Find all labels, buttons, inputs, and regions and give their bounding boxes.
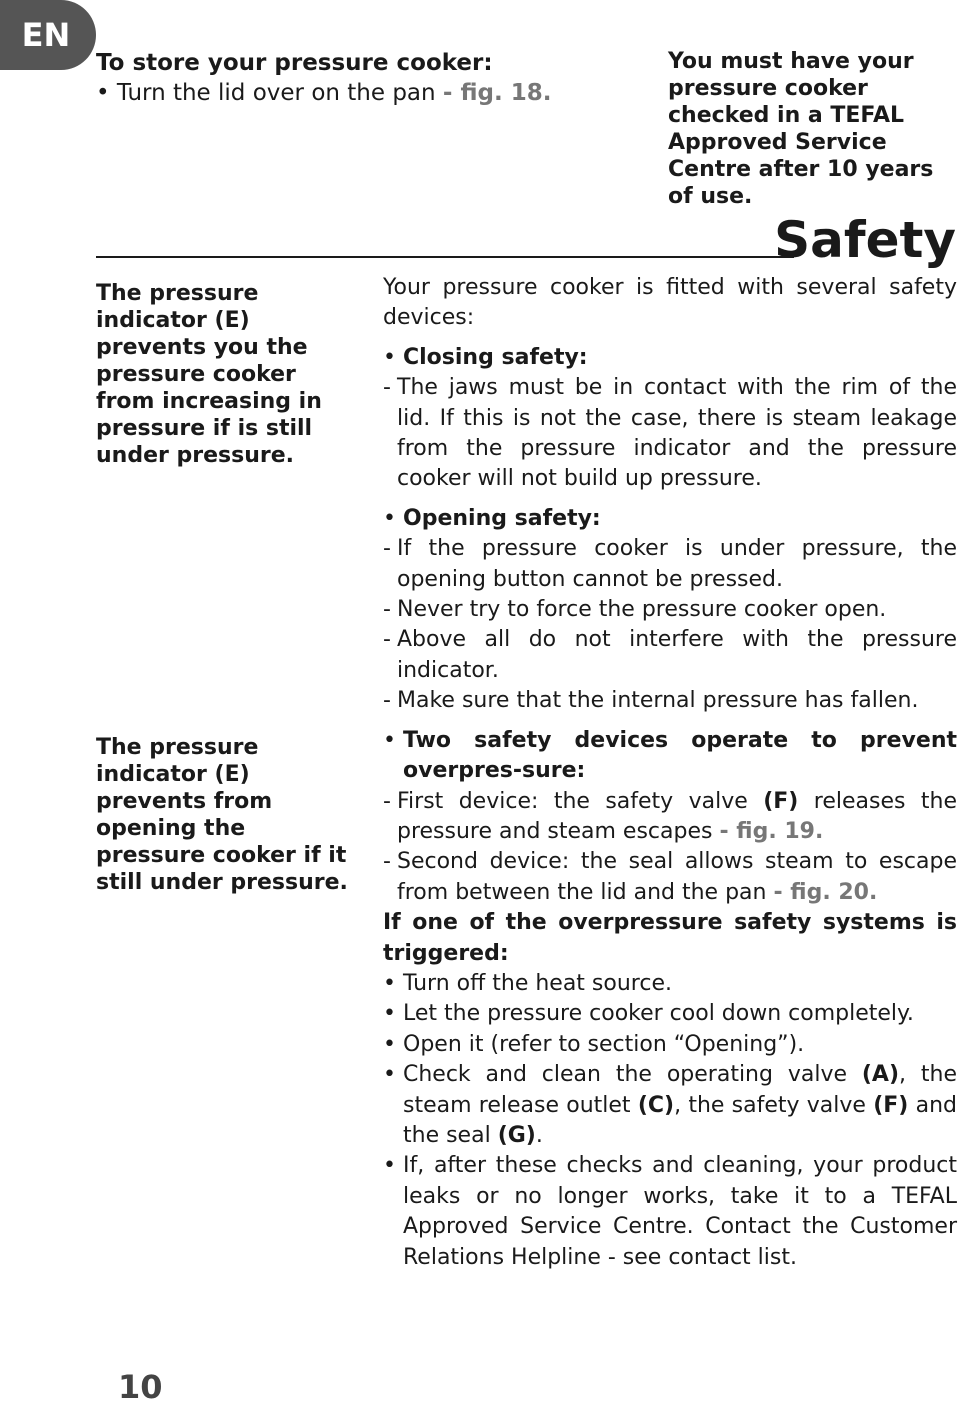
dash-marker: -: [383, 688, 391, 714]
list-item: • Open it (refer to section “Opening”).: [383, 1030, 957, 1060]
list-item: • Let the pressure cooker cool down completely.: [383, 999, 957, 1029]
list-item: - Make sure that the internal pressure has fallen.: [383, 686, 957, 716]
list-item: • If, after these checks and cleaning, your product leaks or no longer works, take it to a TEFAL Approved Service Centre. Contact the Customer Relations Helpline - see contact list.: [383, 1151, 957, 1273]
section-rule: [96, 256, 794, 258]
bullet-icon: •: [383, 1062, 396, 1088]
bullet-icon: •: [383, 505, 396, 531]
bullet-icon: •: [383, 970, 396, 996]
bullet-icon: •: [383, 727, 396, 753]
list-item: - Second device: the seal allows steam to escape from between the lid and the pan - fig. 20.: [383, 847, 957, 908]
overpressure-title: Two safety devices operate to prevent overpres-sure:: [403, 727, 957, 784]
section-title: Safety: [774, 211, 956, 269]
bullet-icon: •: [383, 1031, 396, 1057]
service-notice: You must have your pressure cooker checked in a TEFAL Approved Service Centre after 10 years of use.: [668, 49, 934, 209]
opening-safety-title: Opening safety:: [403, 505, 601, 531]
closing-safety-title: Closing safety:: [403, 344, 588, 370]
side-note-opening: The pressure indicator (E) prevents from opening the pressure cooker if it still under pressure.: [96, 735, 348, 895]
language-label: EN: [21, 16, 71, 54]
list-item: - First device: the safety valve (F) releases the pressure and steam escapes - fig. 19.: [383, 787, 957, 848]
dash-marker: -: [383, 536, 391, 562]
storage-title: To store your pressure cooker:: [96, 50, 493, 76]
list-item: - If the pressure cooker is under pressure, the opening button cannot be pressed.: [383, 534, 957, 595]
storage-item-text: Turn the lid over on the pan: [116, 80, 436, 106]
list-item: • Check and clean the operating valve (A), the steam release outlet (C), the safety valve (F) and the seal (G).: [383, 1060, 957, 1151]
language-tab: [0, 0, 96, 70]
fig-reference: - fig. 19.: [719, 818, 824, 844]
bullet-icon: •: [383, 344, 396, 370]
list-item: - The jaws must be in contact with the rim of the lid. If this is not the case, there is steam leakage from the pressure indicator and the pressure cooker will not build up pressure.: [383, 373, 957, 495]
dash-marker: -: [383, 788, 391, 814]
list-item: - Above all do not interfere with the pressure indicator.: [383, 625, 957, 686]
opening-safety-heading: [383, 504, 957, 534]
dash-marker: -: [383, 597, 391, 623]
dash-marker: -: [383, 627, 391, 653]
fig-reference: - fig. 18.: [442, 80, 552, 106]
closing-safety-heading: [383, 343, 957, 373]
dash-marker: -: [383, 849, 391, 875]
fig-reference: - fig. 20.: [773, 879, 878, 905]
triggered-title: If one of the overpressure safety systems is triggered:: [383, 910, 957, 966]
safety-body: [383, 273, 957, 1273]
dash-marker: -: [383, 375, 391, 401]
overpressure-heading: [383, 726, 957, 787]
bullet-icon: •: [96, 80, 110, 106]
bullet-icon: •: [383, 1153, 396, 1179]
list-item: • Turn off the heat source.: [383, 969, 957, 999]
page-number: 10: [118, 1368, 163, 1406]
bullet-icon: •: [383, 1001, 396, 1027]
storage-item: [96, 78, 551, 108]
list-item: - Never try to force the pressure cooker open.: [383, 595, 957, 625]
intro-text: Your pressure cooker is fitted with several safety devices:: [383, 275, 957, 331]
side-note-pressure-increase: The pressure indicator (E) prevents you the pressure cooker from increasing in pressure if is still under pressure.: [96, 281, 322, 468]
